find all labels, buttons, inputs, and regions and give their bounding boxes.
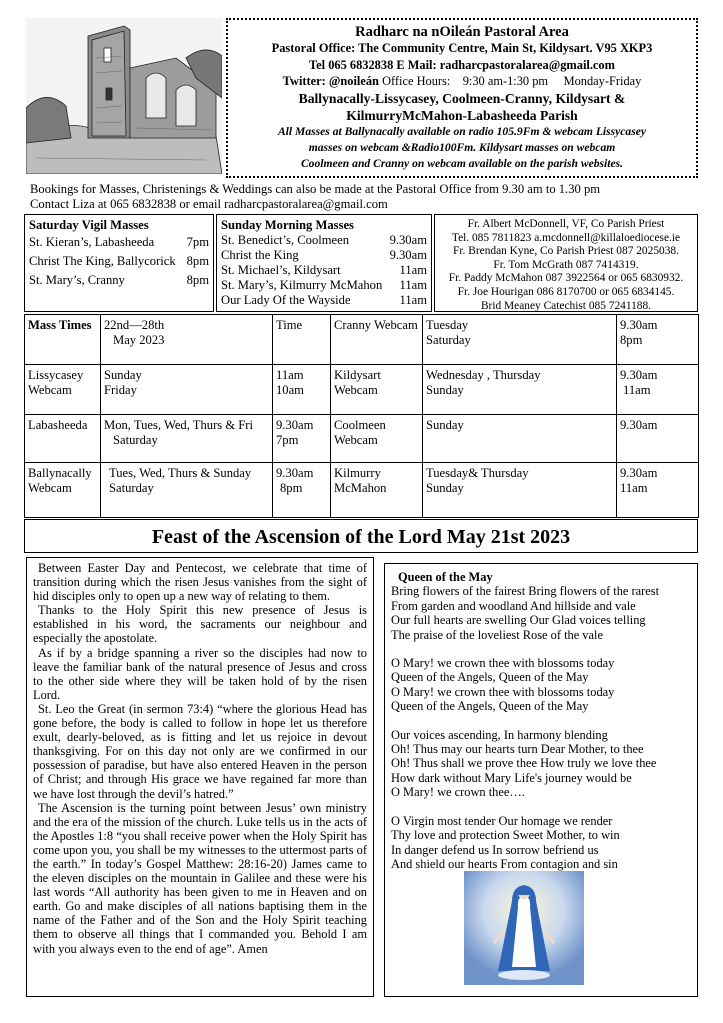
sunday-heading: Sunday Morning Masses (221, 218, 354, 232)
contact-line: Tel 065 6832838 E Mail: radharcpastoralarea@gmail.com (309, 57, 615, 72)
saturday-row (29, 233, 209, 252)
day-line: Saturday (109, 480, 154, 495)
day-line: Tues, Wed, Thurs & Sunday (109, 466, 252, 480)
priest-line: Tel. 085 7811823 a.mcdonnell@killaloediocese.ie (451, 231, 681, 244)
location-cell: Cranny Webcam (331, 315, 423, 365)
day-line: Sunday (426, 480, 464, 495)
church-name: St. Benedict’s, Coolmeen (221, 233, 350, 247)
location-cell: Kilmurry McMahon (331, 463, 423, 518)
dates-line: 22nd—28th (104, 318, 165, 332)
twitter-handle: Twitter: @noileán (282, 74, 379, 89)
church-name: Our Lady Of the Wayside (221, 293, 351, 307)
poem-line: Queen of the Angels, Queen of the May (391, 699, 589, 714)
time-line: 9.30am (276, 418, 314, 432)
days-cell (101, 365, 273, 415)
church-illustration (26, 18, 222, 174)
sunday-masses-box (216, 214, 432, 312)
saturday-vigil-box (24, 214, 214, 312)
days-cell (101, 463, 273, 518)
poem-line: Our voices ascending, In harmony blending (391, 727, 608, 742)
days-cell (423, 415, 617, 463)
time-line: 8pm (280, 480, 303, 495)
mass-time: 7pm (186, 235, 209, 249)
day-line: Wednesday , Thursday (426, 368, 541, 382)
poem-line: O Virgin most tender Our homage we render (391, 813, 613, 828)
poem-line: O Mary! we crown thee with blossoms today (391, 656, 615, 671)
day-line: Sunday (426, 418, 464, 432)
time-line: 11am (276, 368, 304, 382)
time-header: Time (273, 315, 331, 365)
mass-time: 9.30am (389, 248, 427, 262)
reflection-paragraph: Thanks to the Holy Spirit this new presence of Jesus is established in his word, the sacraments our neighbour and especially the apostolate. (33, 603, 367, 646)
time-line: 8pm (620, 332, 643, 347)
church-name: St. Mary’s, Cranny (29, 273, 125, 287)
poem-stanza (391, 656, 691, 714)
dates-line: May 2023 (113, 332, 165, 347)
reflection-paragraph: St. Leo the Great (in sermon 73:4) “where the glorious Head has gone before, the body is called to follow in hope let us therefore exult, dearly-beloved, as is fitting and let us rejoice in devout thanksgiving. For on this day not only are we confirmed in our possession of paradise, but have also entered Heaven in the person of Christ; and through His grace we have regained far more than we have lost through the devil’s hatred.” (33, 701, 367, 801)
poem-stanza (391, 814, 691, 872)
day-line: Friday (104, 382, 137, 397)
office-hours-label: Office Hours: (382, 74, 451, 89)
day-line: Sunday (104, 368, 142, 382)
poem-line: Queen of the Angels, Queen of the May (391, 670, 589, 685)
masses-broadcast-3: Coolmeen and Cranny on webcam available on the parish websites. (300, 157, 624, 171)
time-line: 11am (623, 382, 651, 397)
office-hours-days: Monday-Friday (563, 74, 642, 89)
mass-time: 11am (399, 293, 427, 307)
poem-stanza (391, 584, 691, 642)
priest-line: Fr. Paddy McMahon 087 3922564 or 065 6830932. (448, 272, 684, 285)
times-cell (617, 315, 699, 365)
days-cell (423, 315, 617, 365)
times-cell (617, 463, 699, 518)
time-line: 9.30am (620, 318, 658, 332)
day-line: Saturday (113, 432, 158, 447)
sunday-row (221, 278, 427, 293)
time-line: 11am (620, 480, 648, 495)
mass-time: 11am (399, 278, 427, 292)
pastoral-header (226, 18, 698, 178)
feast-title: Feast of the Ascension of the Lord May 21st 2023 (24, 519, 698, 553)
poem-stanza (391, 728, 691, 800)
poem-line: Thy love and protection Sweet Mother, to win (391, 828, 620, 843)
saturday-heading: Saturday Vigil Masses (29, 218, 149, 232)
reflection-paragraph: As if by a bridge spanning a river so the disciples had now to leave the familiar bank of the natural presence of Jesus and cross to the other side where they will be taken hold of by the risen Lord. (33, 645, 367, 702)
day-line: Tuesday& Thursday (426, 466, 529, 480)
poem-line: Our full hearts are swelling Our Glad voices telling (391, 613, 646, 628)
church-name: Christ The King, Ballycorick (29, 254, 176, 268)
reflection-paragraph: The Ascension is the turning point between Jesus’ own ministry and the era of the mission of the church. Luke tells us in the acts of the Apostles 1:8 “you shall receive power when the Holy Spirit has come upon you, you shall be my witnesses to the uttermost parts of the earth.” In today’s Gospel Matthew: 28:16-20) James came to the eleven disciples on the mountain in Galilee and these were his last words “All authority has been given to me in Heaven and on earth. Go and make disciples of all nations baptising them in the name of the Father and of the Son and the Holy Spirit teaching them to observe all things that I commanded you. Behold I am with you always even to the end of age”. Amen (33, 800, 367, 956)
sunday-row (221, 248, 427, 263)
table-row (25, 365, 699, 415)
day-line: Mon, Tues, Wed, Thurs & Fri (104, 418, 253, 432)
contact-liza-line: Contact Liza at 065 6832838 or email radharcpastoralarea@gmail.com (30, 196, 388, 211)
office-hours-times: 9:30 am-1:30 pm (462, 74, 549, 89)
priest-line: Fr. Joe Hourigan 086 8170700 or 065 6834145. (457, 285, 675, 298)
poem-title: Queen of the May (398, 570, 493, 584)
office-address: Pastoral Office: The Community Centre, Main St, Kildysart. V95 XKP3 (271, 41, 653, 56)
times-cell (273, 415, 331, 463)
church-name: Christ the King (221, 248, 299, 262)
location-cell: Kildysart Webcam (331, 365, 423, 415)
clergy-contacts-box (434, 214, 698, 312)
table-row (25, 463, 699, 518)
time-line: 9.30am (620, 466, 658, 480)
day-line: Saturday (426, 332, 471, 347)
poem-line: And shield our hearts From contagion and sin (391, 856, 618, 871)
church-name: St. Michael’s, Kildysart (221, 263, 341, 277)
mass-times-heading: Mass Times (25, 315, 101, 365)
day-line: Tuesday (426, 318, 469, 332)
time-line: 9.30am (276, 466, 314, 480)
times-cell (617, 415, 699, 463)
mass-time: 11am (399, 263, 427, 277)
days-cell (423, 463, 617, 518)
office-hours-line (228, 73, 696, 89)
poem-line: In danger defend us In sorrow befriend us (391, 842, 599, 857)
poem-line: O Mary! we crown thee…. (391, 785, 525, 800)
priest-line: Fr. Brendan Kyne, Co Parish Priest 087 2025038. (453, 245, 679, 258)
location-cell: Coolmeen Webcam (331, 415, 423, 463)
priest-line: Fr. Tom McGrath 087 7414319. (493, 258, 639, 271)
masses-broadcast-1: All Masses at Ballynacally available on radio 105.9Fm & webcam Lissycasey (277, 124, 647, 138)
poem-line: O Mary! we crown thee with blossoms today (391, 684, 615, 699)
poem-line: How dark without Mary Life's journey would be (391, 770, 632, 785)
days-cell (423, 365, 617, 415)
poem-line: Bring flowers of the fairest Bring flowers of the rarest (391, 584, 660, 599)
location-cell: Lissycasey Webcam (25, 365, 101, 415)
pastoral-area-title: Radharc na nOileán Pastoral Area (355, 24, 569, 40)
times-cell (273, 365, 331, 415)
masses-broadcast-2: masses on webcam &Radio100Fm. Kildysart masses on webcam (308, 141, 616, 155)
mass-time: 8pm (186, 254, 209, 268)
day-line: Sunday (426, 382, 464, 397)
parish-names-1: Ballynacally-Lissycasey, Coolmeen-Cranny, Kildysart & (298, 90, 626, 106)
bookings-line: Bookings for Masses, Christenings & Weddings can also be made at the Pastoral Office from 9.30 am to 1.30 pm (30, 182, 601, 196)
priest-line: Fr. Albert McDonnell, VF, Co Parish Priest (467, 218, 665, 230)
table-row (25, 315, 699, 365)
saturday-row (29, 271, 209, 290)
time-line: 7pm (276, 432, 299, 447)
poem-line: Oh! Thus shall we prove thee How truly we love thee (391, 756, 657, 771)
reflection-paragraph: Between Easter Day and Pentecost, we celebrate that time of transition during which the risen Jesus vanishes from the sight of hid disciples only to open up a new way of relating to them. (33, 561, 367, 604)
poem-line: Oh! Thus may our hearts turn Dear Mother, to thee (391, 742, 644, 757)
times-cell (273, 463, 331, 518)
location-cell: Labasheeda (25, 415, 101, 463)
mass-time: 8pm (186, 273, 209, 287)
time-line: 9.30am (620, 368, 658, 382)
time-line: 10am (276, 382, 304, 397)
sunday-row (221, 293, 427, 308)
poem-line: The praise of the loveliest Rose of the vale (391, 627, 603, 642)
days-cell (101, 415, 273, 463)
bookings-notice (30, 182, 710, 211)
priest-line: Brid Meaney Catechist 085 7241188. (480, 299, 652, 312)
parish-names-2: KilmurryMcMahon-Labasheeda Parish (346, 107, 578, 123)
poem-line: From garden and woodland And hillside and vale (391, 598, 636, 613)
sunday-row (221, 263, 427, 278)
ascension-reflection (26, 557, 374, 997)
mass-times-table (24, 314, 699, 518)
virgin-mary-image (464, 871, 584, 985)
saturday-row (29, 252, 209, 271)
table-row (25, 415, 699, 463)
week-dates (101, 315, 273, 365)
church-name: St. Kieran’s, Labasheeda (29, 235, 155, 249)
sunday-row (221, 233, 427, 248)
location-cell: Ballynacally Webcam (25, 463, 101, 518)
time-line: 9.30am (620, 418, 658, 432)
mass-time: 9.30am (389, 233, 427, 247)
church-name: St. Mary’s, Kilmurry McMahon (221, 278, 383, 292)
times-cell (617, 365, 699, 415)
